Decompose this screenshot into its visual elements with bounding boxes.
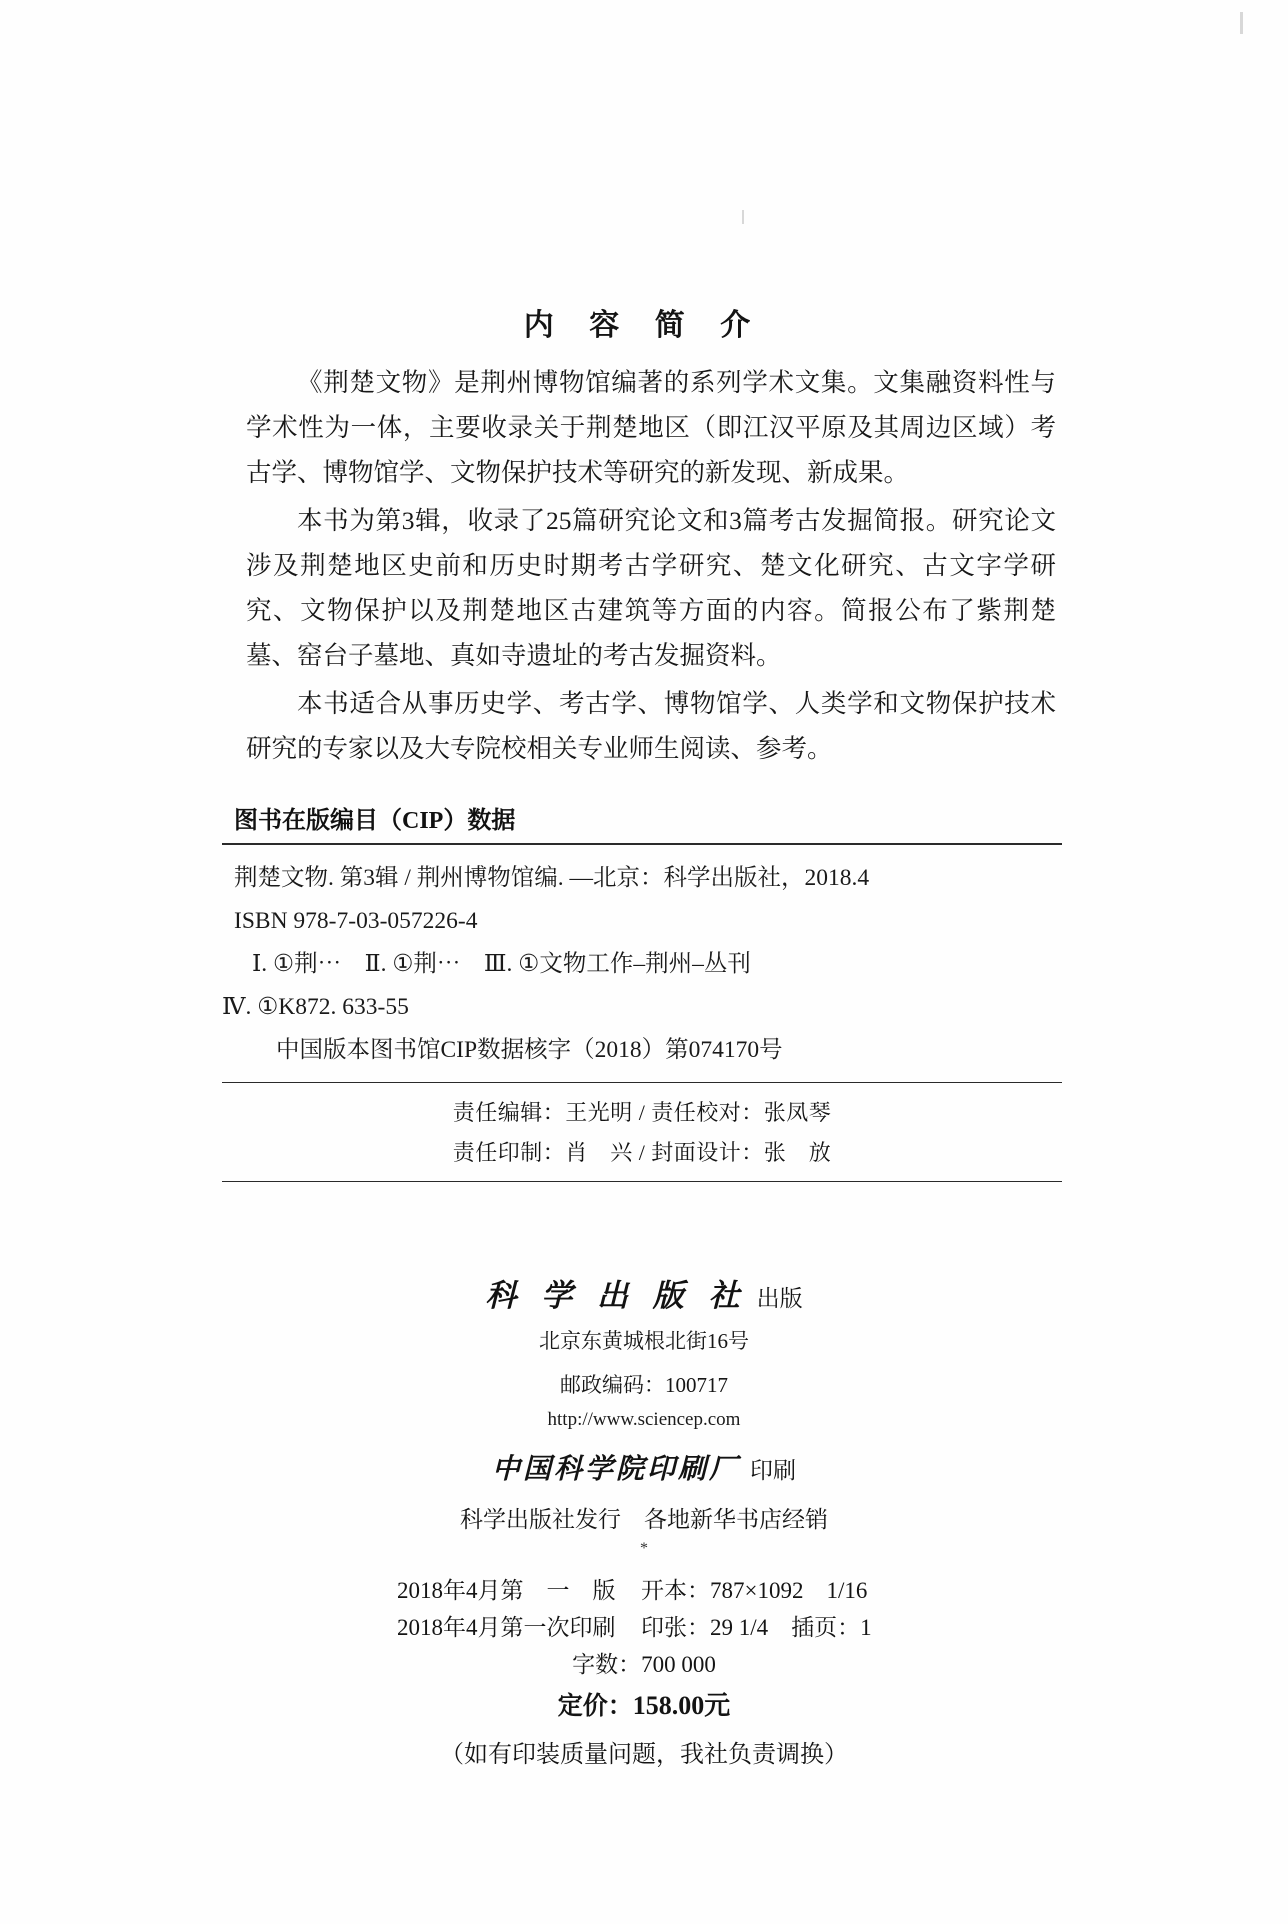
printer-suffix: 印刷 xyxy=(750,1458,796,1483)
page-title: 内 容 简 介 xyxy=(523,309,765,342)
cip-body xyxy=(222,845,1062,1082)
cip-block xyxy=(222,800,1062,1182)
publication-specs xyxy=(0,1572,1288,1774)
credit-line: 责任印制：肖 兴 / 封面设计：张 放 xyxy=(452,1140,832,1165)
publisher-name-suffix: 出版 xyxy=(756,1286,803,1311)
printer-line xyxy=(0,1447,1288,1487)
publisher-address: 北京东黄城根北街16号 xyxy=(539,1329,749,1353)
spec-printing: 2018年4月第一次印刷 xyxy=(397,1615,616,1640)
page-edge-mark xyxy=(742,210,744,224)
price-line xyxy=(0,1687,1288,1725)
page-edge-mark xyxy=(1240,12,1243,34)
decorative-asterisk: * xyxy=(640,1540,648,1557)
credits-block xyxy=(222,1083,1062,1181)
cip-heading: 图书在版编目（CIP）数据 xyxy=(234,808,516,834)
cip-line: ISBN 978-7-03-057226-4 xyxy=(234,908,478,934)
cip-line: Ⅳ. ①K872. 633-55 xyxy=(222,994,409,1020)
introduction-text xyxy=(246,360,1056,774)
spec-word-count: 字数：700 000 xyxy=(572,1652,716,1677)
price-value: 158.00元 xyxy=(632,1691,731,1720)
quality-note: （如有印装质量问题，我社负责调换） xyxy=(440,1742,848,1768)
publisher-url: http://www.sciencep.com xyxy=(547,1409,741,1430)
price-label: 定价： xyxy=(557,1693,633,1720)
cip-line: 中国版本图书馆CIP数据核字（2018）第074170号 xyxy=(276,1037,783,1063)
distribution-line: 科学出版社发行 各地新华书店经销 xyxy=(460,1507,828,1532)
spec-row xyxy=(0,1609,1288,1646)
spec-sheets: 印张：29 1/4 插页：1 xyxy=(641,1615,872,1640)
divider xyxy=(222,1181,1062,1182)
publisher-postcode: 邮政编码：100717 xyxy=(560,1373,728,1397)
printer-name: 中国科学院印刷厂 xyxy=(491,1452,740,1485)
cip-line: 荆楚文物. 第3辑 / 荆州博物馆编. —北京：科学出版社，2018.4 xyxy=(234,865,870,891)
intro-paragraph: 本书为第3辑，收录了25篇研究论文和3篇考古发掘简报。研究论文涉及荆楚地区史前和历史时期考古学研究、楚文化研究、古文字学研究、文物保护以及荆楚地区古建筑等方面的内容。简报公布了紫荆楚墓、窑台子墓地、真如寺遗址的考古发掘资料。 xyxy=(246,506,1056,670)
publisher-name: 科 学 出 版 社 xyxy=(485,1278,747,1314)
intro-paragraph: 本书适合从事历史学、考古学、博物馆学、人类学和文物保护技术研究的专家以及大专院校相关专业师生阅读、参考。 xyxy=(246,689,1056,763)
spec-edition: 2018年4月第 一 版 xyxy=(397,1578,616,1603)
spec-format: 开本：787×1092 1/16 xyxy=(641,1578,868,1603)
publisher-block xyxy=(0,1270,1288,1558)
publisher-name-line xyxy=(0,1270,1288,1315)
cip-line: Ⅰ. ①荆⋯ Ⅱ. ①荆⋯ Ⅲ. ①文物工作–荆州–丛刊 xyxy=(252,951,751,977)
intro-paragraph: 《荆楚文物》是荆州博物馆编著的系列学术文集。文集融资料性与学术性为一体，主要收录关于荆楚地区（即江汉平原及其周边区域）考古学、博物馆学、文物保护技术等研究的新发现、新成果。 xyxy=(246,368,1056,487)
credit-line: 责任编辑：王光明 / 责任校对：张凤琴 xyxy=(452,1100,832,1125)
spec-row xyxy=(0,1572,1288,1609)
